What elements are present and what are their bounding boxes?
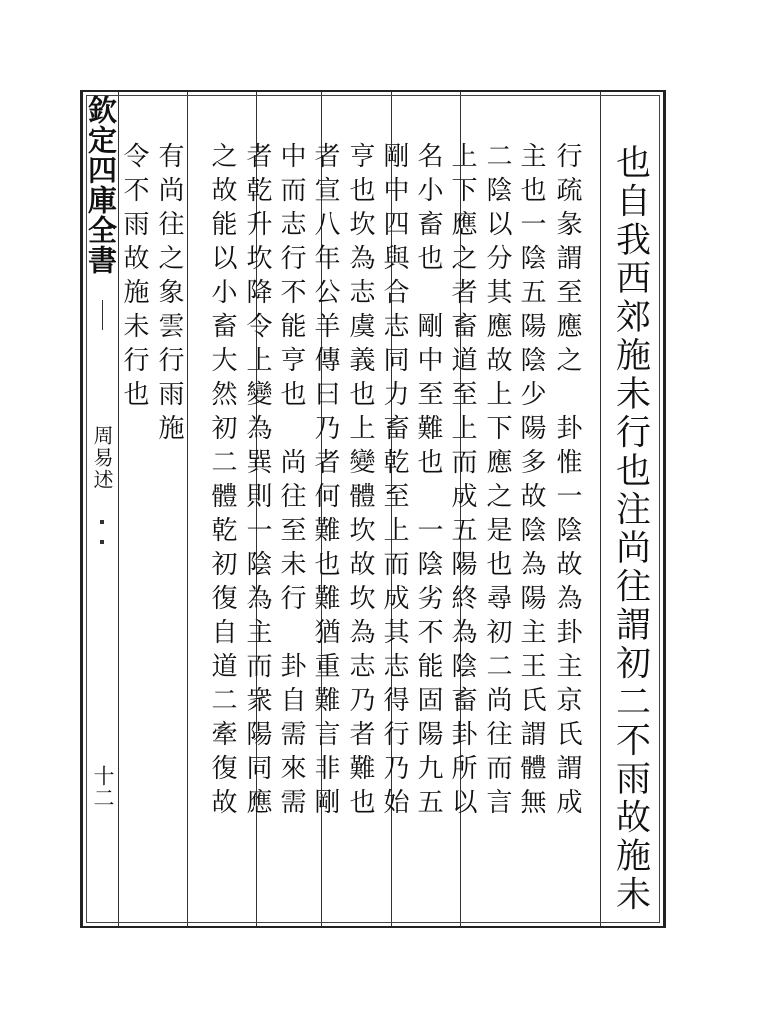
- commentary-text-column: 名小畜也 剛中至難也 一陰劣不能固陽九五: [413, 142, 443, 822]
- column-divider-line: [600, 92, 601, 926]
- margin-book-title: 欽定四庫全書: [84, 95, 118, 275]
- column-divider-line: [187, 92, 188, 926]
- page-border-frame: [80, 90, 666, 928]
- commentary-text-column: 剛中四與合志同力畜乾至上而成其志得行乃始: [379, 142, 409, 822]
- commentary-text-column: 主也一陰五陽陰少陽多故陰為陽主王氏謂體無: [516, 142, 546, 822]
- commentary-text-column: 上下應之者畜道至上而成五陽終為陰畜卦所以: [447, 142, 477, 822]
- commentary-text-column: 令不雨故施未行也: [119, 142, 149, 414]
- margin-mark: [100, 520, 104, 524]
- commentary-text-column: 中而志行不能亨也 尚往至未行 卦自需來需: [276, 142, 306, 822]
- main-text-column: 也自我西郊施未行也注尚往謂初二不雨故施未: [610, 144, 651, 914]
- commentary-text-column: 者乾升坎降令上變為巽則一陰為主而衆陽同應: [242, 142, 272, 822]
- commentary-text-column: 之故能以小畜大然初二體乾初復自道二牽復故: [207, 142, 237, 822]
- commentary-text-column: 亨也坎為志虞義也上變體坎故坎為志乃者難也: [345, 142, 375, 822]
- commentary-text-column: 有尚往之象雲行雨施: [154, 142, 184, 448]
- commentary-text-column: 者宣八年公羊傳曰乃者何難也難猶重難言非剛: [310, 142, 340, 822]
- commentary-text-column: 二陰以分其應故上下應之是也尋初二尚往而言: [482, 142, 512, 822]
- margin-page-number: 十二: [91, 765, 115, 809]
- margin-chapter-title: 周易述: [90, 425, 114, 491]
- margin-mark: [102, 300, 103, 330]
- margin-mark: [100, 540, 104, 544]
- commentary-text-column: 行疏彖謂至應之 卦惟一陰故為卦主京氏謂成: [552, 142, 582, 822]
